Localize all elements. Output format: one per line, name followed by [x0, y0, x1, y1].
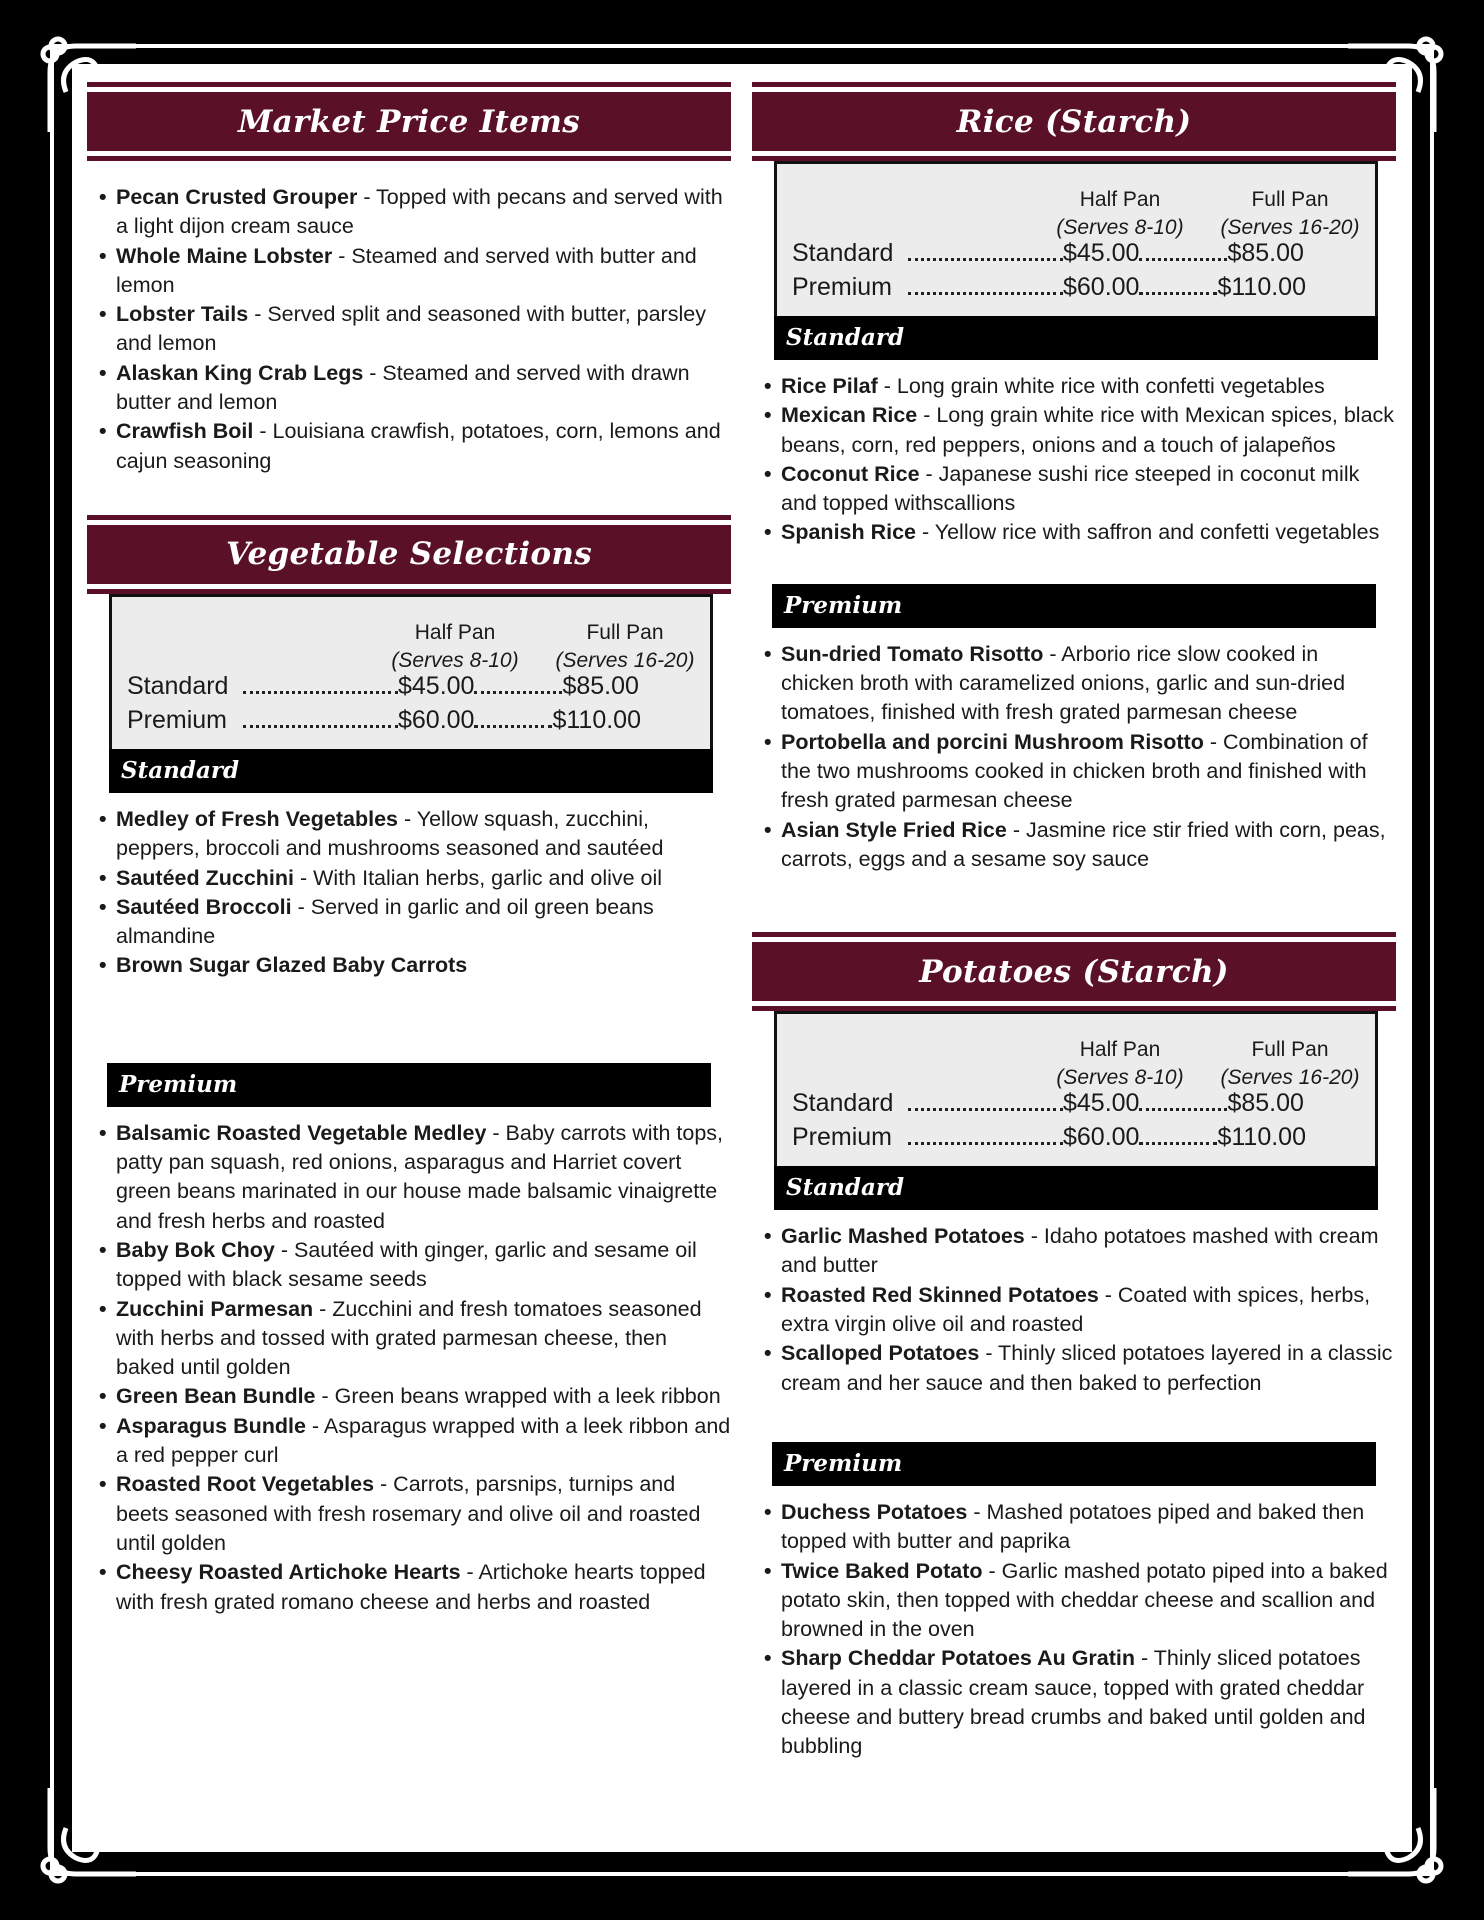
list-item: [764, 728, 1396, 816]
item-description: - Green beans wrapped with a leek ribbon: [315, 1384, 721, 1409]
list-item: [764, 401, 1396, 460]
rice-price-table: [774, 161, 1378, 316]
item-name: Portobella and porcini Mushroom Risotto: [781, 729, 1204, 754]
potatoes-price-table: [774, 1011, 1378, 1166]
list-item: [99, 417, 731, 476]
item-name: Sautéed Zucchini: [116, 865, 295, 890]
item-name: Asian Style Fried Rice: [781, 817, 1007, 842]
list-item: [99, 1119, 731, 1236]
item-description: - Yellow rice with saffron and confetti vegetables: [916, 520, 1380, 545]
item-name: Roasted Root Vegetables: [116, 1472, 375, 1497]
vegetable-premium-heading: Premium: [107, 1063, 711, 1107]
item-description: - Artichoke hearts topped with fresh grated romano cheese and herbs and roasted: [116, 1560, 706, 1614]
item-description: - Asparagus wrapped with a leek ribbon and a red pepper curl: [116, 1413, 731, 1468]
rice-premium-list: [752, 640, 1396, 874]
item-description: - Arborio rice slow cooked in chicken broth with caramelized onions, garlic and sun-dried tomatoes, finished with fresh grated parmesan cheese: [781, 641, 1346, 725]
list-item: [99, 359, 731, 418]
section-title: Rice (Starch): [752, 92, 1396, 151]
list-item: [764, 1222, 1396, 1281]
list-item: [764, 1339, 1396, 1398]
item-description: - Jasmine rice stir fried with corn, peas, carrots, eggs and a sesame soy sauce: [781, 817, 1386, 871]
premium-price-row: Premium $60.00 $110.00: [127, 705, 641, 734]
list-item: [99, 1470, 731, 1558]
item-description: - Long grain white rice with Mexican spices, black beans, corn, red peppers, onions and a touch of jalapeños: [781, 403, 1395, 457]
item-description: - Thinly sliced potatoes layered in a classic cream sauce, topped with grated cheddar cheese and buttery bread crumbs and baked until golden and bubbling: [781, 1646, 1366, 1759]
item-description: - Served in garlic and oil green beans almandine: [116, 894, 654, 949]
list-item: [764, 1281, 1396, 1340]
item-name: Mexican Rice: [781, 403, 918, 428]
item-name: Spanish Rice: [781, 520, 917, 545]
item-name: Brown Sugar Glazed Baby Carrots: [116, 953, 468, 978]
half-pan-header: Half Pan (Serves 8-10): [1056, 188, 1184, 239]
item-name: Rice Pilaf: [781, 374, 878, 398]
list-item: [764, 816, 1396, 875]
corner-ornament-icon: [1338, 1778, 1448, 1888]
list-item: [99, 1382, 731, 1411]
half-pan-header: Half Pan (Serves 8-10): [391, 620, 519, 672]
item-name: Sautéed Broccoli: [116, 894, 292, 919]
rice-premium-heading: Premium: [772, 584, 1376, 628]
item-name: Scalloped Potatoes: [781, 1341, 980, 1366]
list-item: [764, 518, 1396, 547]
item-description: - Combination of the two mushrooms cooked in chicken broth and finished with fresh grated parmesan cheese: [781, 729, 1368, 813]
standard-price-row: Standard $45.00 $85.00: [127, 671, 639, 700]
item-name: Green Bean Bundle: [116, 1384, 316, 1409]
item-description: - Steamed and served with drawn butter and lemon: [116, 360, 690, 415]
standard-price-row: Standard $45.00 $85.00: [792, 239, 1304, 267]
vegetable-banner: [87, 515, 731, 594]
item-description: - Coated with spices, herbs, extra virgin olive oil and roasted: [781, 1282, 1371, 1337]
item-name: Medley of Fresh Vegetables: [116, 806, 398, 831]
list-item: [99, 1558, 731, 1617]
rice-standard-list: [752, 372, 1396, 548]
item-name: Pecan Crusted Grouper: [116, 185, 358, 209]
list-item: [764, 372, 1396, 401]
item-name: Twice Baked Potato: [781, 1558, 983, 1583]
item-description: - Yellow squash, zucchini, peppers, broccoli and mushrooms seasoned and sautéed: [116, 806, 664, 861]
item-description: - Mashed potatoes piped and baked then topped with butter and paprika: [781, 1499, 1365, 1554]
rice-banner: [752, 82, 1396, 161]
list-item: [764, 1498, 1396, 1557]
vegetable-standard-heading: Standard: [109, 749, 713, 793]
list-item: [99, 951, 731, 980]
vegetable-premium-list: [87, 1119, 731, 1617]
list-item: [99, 300, 731, 359]
full-pan-header: Full Pan (Serves 16-20): [1220, 188, 1360, 239]
list-item: [764, 1644, 1396, 1761]
standard-price-row: Standard $45.00 $85.00: [792, 1089, 1304, 1118]
market-price-list: [87, 183, 731, 476]
item-description: - Baby carrots with tops, patty pan squash, red onions, asparagus and Harriet covert green beans marinated in our house made balsamic vinaigrette and fresh herbs and roasted: [116, 1120, 724, 1233]
item-name: Baby Bok Choy: [116, 1237, 275, 1262]
item-name: Alaskan King Crab Legs: [116, 360, 364, 385]
item-name: Cheesy Roasted Artichoke Hearts: [116, 1560, 461, 1585]
item-name: Whole Maine Lobster: [116, 243, 333, 268]
item-description: - Long grain white rice with confetti vegetables: [877, 374, 1325, 398]
list-item: [99, 183, 731, 242]
right-column: [752, 82, 1396, 1762]
list-item: [764, 640, 1396, 728]
item-description: - Served split and seasoned with butter, parsley and lemon: [116, 302, 706, 356]
item-description: - Louisiana crawfish, potatoes, corn, lemons and cajun seasoning: [116, 419, 721, 473]
potatoes-standard-heading: Standard: [774, 1166, 1378, 1210]
item-name: Duchess Potatoes: [781, 1499, 968, 1524]
potatoes-banner: [752, 932, 1396, 1011]
potatoes-premium-list: [752, 1498, 1396, 1762]
list-item: [764, 460, 1396, 519]
item-description: - Zucchini and fresh tomatoes seasoned with herbs and tossed with grated parmesan cheese, then baked until golden: [116, 1296, 702, 1380]
section-title: Vegetable Selections: [87, 525, 731, 584]
left-column: [87, 82, 731, 1617]
item-description: - Sautéed with ginger, garlic and sesame oil topped with black sesame seeds: [116, 1237, 697, 1292]
section-title: Potatoes (Starch): [752, 942, 1396, 1001]
premium-price-row: Premium $60.00 $110.00: [792, 273, 1306, 301]
full-pan-header: Full Pan (Serves 16-20): [1220, 1038, 1360, 1090]
item-description: - Thinly sliced potatoes layered in a classic cream and her sauce and then baked to perfection: [781, 1341, 1393, 1395]
full-pan-header: Full Pan (Serves 16-20): [555, 620, 695, 672]
item-description: - Topped with pecans and served with a light dijon cream sauce: [116, 185, 723, 239]
list-item: [99, 1295, 731, 1383]
item-description: - With Italian herbs, garlic and olive oil: [294, 865, 663, 890]
list-item: [99, 1236, 731, 1295]
item-name: Sun-dried Tomato Risotto: [781, 641, 1044, 666]
item-description: - Japanese sushi rice steeped in coconut milk and topped withscallions: [781, 461, 1360, 516]
potatoes-standard-list: [752, 1222, 1396, 1398]
item-name: Crawfish Boil: [116, 419, 254, 444]
item-description: - Idaho potatoes mashed with cream and butter: [781, 1224, 1379, 1278]
rice-standard-heading: Standard: [774, 316, 1378, 360]
item-name: Zucchini Parmesan: [116, 1296, 314, 1321]
list-item: [99, 1412, 731, 1471]
list-item: [99, 805, 731, 864]
list-item: [99, 242, 731, 301]
list-item: [99, 864, 731, 893]
list-item: [764, 1557, 1396, 1645]
item-description: - Garlic mashed potato piped into a baked potato skin, then topped with cheddar cheese and scallion and browned in the oven: [781, 1558, 1388, 1642]
premium-price-row: Premium $60.00 $110.00: [792, 1123, 1306, 1152]
list-item: [99, 893, 731, 952]
item-name: Coconut Rice: [781, 461, 920, 486]
vegetable-standard-list: [87, 805, 731, 981]
section-title: Market Price Items: [87, 92, 731, 151]
item-name: Balsamic Roasted Vegetable Medley: [116, 1120, 487, 1145]
half-pan-header: Half Pan (Serves 8-10): [1056, 1038, 1184, 1090]
corner-ornament-icon: [36, 1778, 146, 1888]
item-description: - Carrots, parsnips, turnips and beets seasoned with fresh rosemary and olive oil and roasted until golden: [116, 1472, 701, 1555]
item-name: Lobster Tails: [116, 302, 249, 327]
market-price-banner: [87, 82, 731, 161]
vegetable-price-table: [109, 594, 713, 749]
item-name: Asparagus Bundle: [116, 1413, 306, 1438]
item-name: Roasted Red Skinned Potatoes: [781, 1282, 1099, 1307]
item-name: Sharp Cheddar Potatoes Au Gratin: [781, 1646, 1136, 1671]
item-name: Garlic Mashed Potatoes: [781, 1224, 1025, 1249]
potatoes-premium-heading: Premium: [772, 1442, 1376, 1486]
item-description: - Steamed and served with butter and lemon: [116, 243, 697, 297]
